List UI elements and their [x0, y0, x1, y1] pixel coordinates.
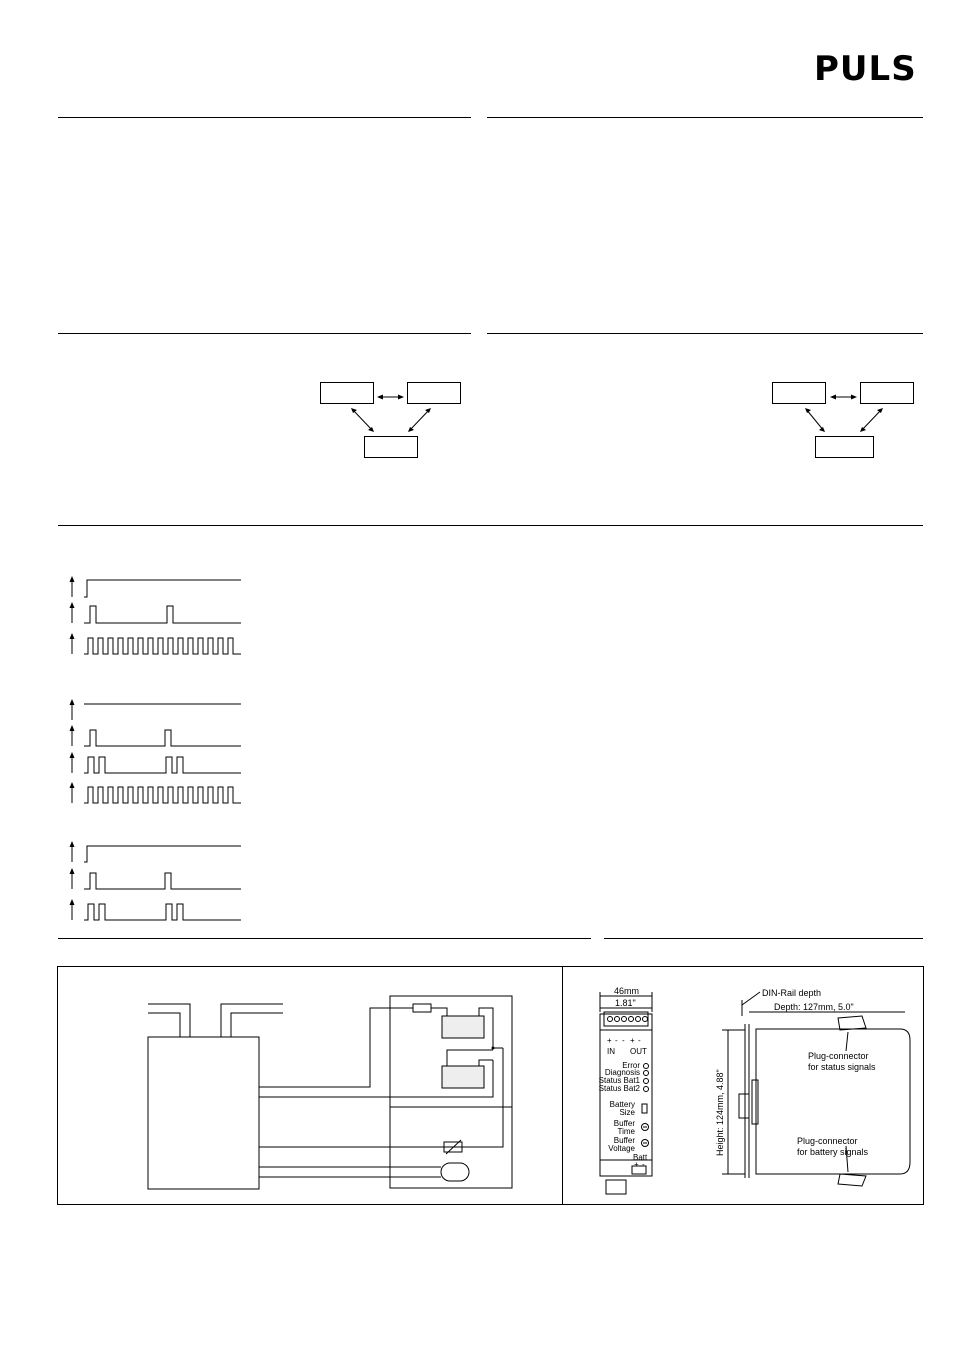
width-in-label: 1.81" — [615, 998, 636, 1008]
plug-status-label-1: Plug-connector — [808, 1051, 869, 1061]
terminal-plus-in: + — [607, 1036, 612, 1045]
terminal-minus-out: - — [638, 1036, 641, 1045]
out-label: OUT — [630, 1047, 647, 1056]
led-status-bat2-label: Status Bat2 — [598, 1084, 640, 1093]
plug-battery-label-1: Plug-connector — [797, 1136, 858, 1146]
led-error-label: Error — [622, 1061, 640, 1070]
depth-label: Depth: 127mm, 5.0" — [774, 1002, 854, 1012]
batt-minus: - — [642, 1160, 645, 1169]
led-status-bat1-label: Status Bat1 — [598, 1076, 640, 1085]
led-diagnosis-label: Diagnosis — [604, 1068, 640, 1077]
terminal-minus-in-2: - — [622, 1036, 625, 1045]
terminal-plus-out: + — [630, 1036, 635, 1045]
buffer-voltage-label-2: Voltage — [608, 1144, 635, 1153]
batt-label: Batt — [633, 1153, 648, 1162]
in-label: IN — [607, 1047, 615, 1056]
width-mm-label: 46mm — [614, 986, 640, 996]
plug-status-label-2: for status signals — [808, 1062, 876, 1072]
battery-size-label-2: Size — [619, 1108, 635, 1117]
plug-battery-label-2: for battery signals — [797, 1147, 869, 1157]
buffer-time-label-2: Time — [617, 1127, 635, 1136]
buffer-voltage-label-1: Buffer — [613, 1136, 635, 1145]
battery-size-label-1: Battery — [609, 1100, 635, 1109]
puls-logo: PULS — [814, 49, 917, 89]
height-label: Height: 124mm, 4.88" — [715, 1069, 725, 1156]
din-rail-depth-label: DIN-Rail depth — [762, 988, 822, 998]
batt-plus: + — [634, 1160, 639, 1169]
buffer-time-label-1: Buffer — [613, 1119, 635, 1128]
terminal-minus-in: - — [615, 1036, 618, 1045]
